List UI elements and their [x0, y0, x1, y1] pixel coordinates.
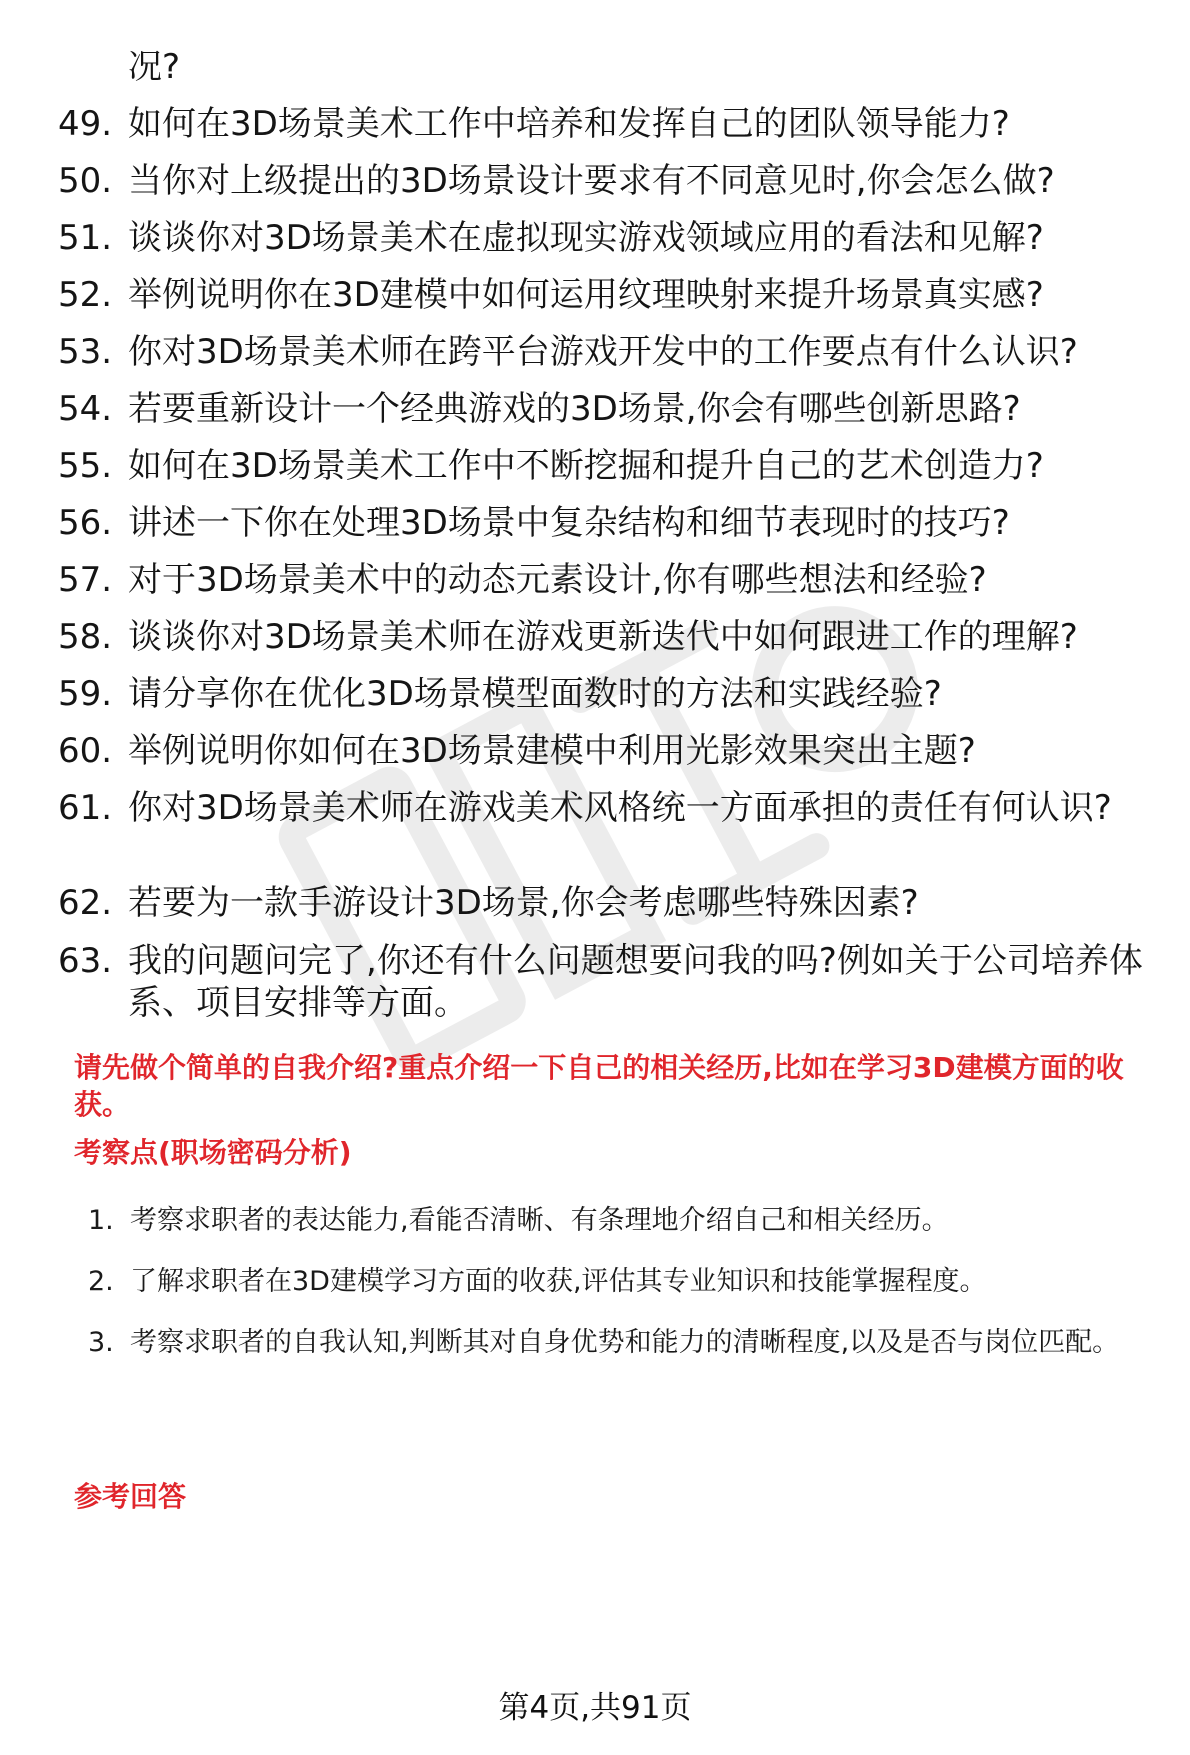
list-item — [58, 160, 1148, 202]
list-item — [58, 616, 1148, 658]
question-text: 举例说明你如何在3D场景建模中利用光影效果突出主题? — [128, 731, 976, 771]
question-text: 讲述一下你在处理3D场景中复杂结构和细节表现时的技巧? — [128, 503, 1010, 543]
list-item — [58, 940, 1148, 1024]
question-number: 59. — [58, 674, 113, 714]
question-number: 60. — [58, 731, 113, 771]
list-item — [58, 882, 1148, 924]
question-text: 对于3D场景美术中的动态元素设计,你有哪些想法和经验? — [128, 560, 987, 600]
list-item — [58, 730, 1148, 772]
point-text: 考察求职者的表达能力,看能否清晰、有条理地介绍自己和相关经历。 — [130, 1205, 949, 1236]
question-number: 52. — [58, 275, 113, 315]
question-text: 若要重新设计一个经典游戏的3D场景,你会有哪些创新思路? — [128, 389, 1021, 429]
list-item — [58, 787, 1148, 829]
question-text: 如何在3D场景美术工作中培养和发挥自己的团队领导能力? — [128, 104, 1010, 144]
list-item — [88, 1312, 1148, 1373]
question-text: 谈谈你对3D场景美术在虚拟现实游戏领域应用的看法和见解? — [128, 218, 1044, 258]
question-number: 50. — [58, 161, 113, 201]
interview-question-heading: 请先做个简单的自我介绍?重点介绍一下自己的相关经历,比如在学习3D建模方面的收获。 — [74, 1051, 1124, 1121]
page-number: 第4页,共91页 — [498, 1690, 692, 1726]
question-number: 53. — [58, 332, 113, 372]
list-item — [58, 559, 1148, 601]
list-item — [58, 217, 1148, 259]
reference-answer-title: 参考回答 — [74, 1480, 187, 1513]
list-item — [58, 388, 1148, 430]
list-item — [58, 445, 1148, 487]
question-text: 举例说明你在3D建模中如何运用纹理映射来提升场景真实感? — [128, 275, 1044, 315]
list-item — [88, 1190, 1148, 1251]
question-number: 61. — [58, 788, 113, 828]
question-number: 51. — [58, 218, 113, 258]
list-item — [88, 1251, 1148, 1312]
list-item — [58, 274, 1148, 316]
question-text: 若要为一款手游设计3D场景,你会考虑哪些特殊因素? — [128, 883, 919, 923]
point-text: 考察求职者的自我认知,判断其对自身优势和能力的清晰程度,以及是否与岗位匹配。 — [130, 1327, 1120, 1358]
question-number: 58. — [58, 617, 113, 657]
point-number: 2. — [88, 1266, 114, 1297]
question-text: 你对3D场景美术师在游戏美术风格统一方面承担的责任有何认识? — [128, 788, 1112, 828]
question-number: 54. — [58, 389, 113, 429]
list-item — [58, 502, 1148, 544]
question-text: 当你对上级提出的3D场景设计要求有不同意见时,你会怎么做? — [128, 161, 1055, 201]
question-number: 49. — [58, 104, 113, 144]
point-text: 了解求职者在3D建模学习方面的收获,评估其专业知识和技能掌握程度。 — [130, 1266, 987, 1297]
question-text: 请分享你在优化3D场景模型面数时的方法和实践经验? — [128, 674, 942, 714]
list-item — [58, 673, 1148, 715]
list-item — [58, 331, 1148, 373]
focus-points-title: 考察点(职场密码分析) — [74, 1136, 352, 1169]
question-text: 我的问题问完了,你还有什么问题想要问我的吗?例如关于公司培养体系、项目安排等方面。 — [128, 941, 1143, 1023]
point-number: 1. — [88, 1205, 114, 1236]
question-text: 况? — [128, 47, 181, 87]
list-item — [58, 103, 1148, 145]
question-number: 56. — [58, 503, 113, 543]
point-number: 3. — [88, 1327, 114, 1358]
list-item — [58, 46, 1148, 88]
question-number: 63. — [58, 941, 113, 981]
question-number: 57. — [58, 560, 113, 600]
question-text: 你对3D场景美术师在跨平台游戏开发中的工作要点有什么认识? — [128, 332, 1078, 372]
question-number: 62. — [58, 883, 113, 923]
question-text: 谈谈你对3D场景美术师在游戏更新迭代中如何跟进工作的理解? — [128, 617, 1078, 657]
question-text: 如何在3D场景美术工作中不断挖掘和提升自己的艺术创造力? — [128, 446, 1044, 486]
question-number: 55. — [58, 446, 113, 486]
